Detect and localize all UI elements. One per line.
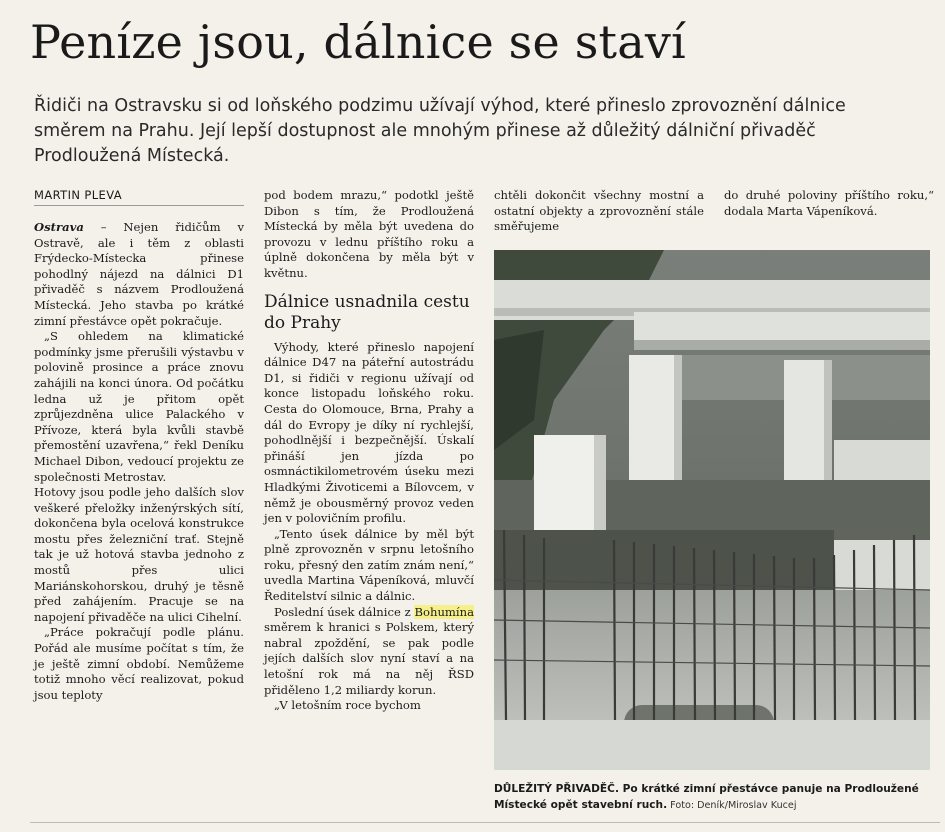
photo-credit: Foto: Deník/Miroslav Kucej [667, 800, 797, 811]
caption-text: Po krátké zimní přestávce panuje na Prodloužené Místecké opět stavební ruch. [494, 783, 919, 811]
paragraph-11: do druhé poloviny příštího roku,“ dodala Marta Vápeníková. [724, 188, 934, 218]
paragraph-4: „Práce pokračují podle plánu. Pořád ale musíme počítat s tím, že je ještě zimní období. Nemůžeme totiž mnoho věcí realizovat, pokud jsou teploty [34, 625, 244, 702]
paragraph-5: pod bodem mrazu,“ podotkl ještě Dibon s tím, že Prodloužená Místecká by měla být uvedena do provozu v lednu příštího roku a úplně dokončena by měla být v květnu. [264, 188, 474, 280]
paragraph-8-text-a: Poslední úsek dálnice z [274, 604, 415, 619]
dateline: Ostrava [34, 220, 84, 234]
headline: Peníze jsou, dálnice se staví [30, 15, 686, 69]
paragraph-2: „S ohledem na klimatické podmínky jsme přerušili výstavbu v polovině prosince a práce znovu zahájili na konci února. Od počátku ledna už je přitom opět zprůjezdněna ulice Palackého v Přívoze, která byla kvůli stavbě přemostění uzavřena,“ řekl Deníku Michael Dibon, vedoucí projektu ze společnosti Metrostav. [34, 329, 244, 484]
caption-title: DŮLEŽITÝ PŘIVADĚČ. [494, 783, 619, 795]
subheading: Dálnice usnadnila cestu do Prahy [264, 291, 470, 333]
highlighted-word: Bohumína [414, 604, 474, 619]
paragraph-8 [264, 605, 474, 699]
paragraph-6: Výhody, které přineslo napojení dálnice D47 na páteřní autostrádu D1, si řidiči v regionu užívají od konce listopadu loňského roku. Cesta do Olomouce, Brna, Prahy a dál do Evropy je díky ní rychlejší, pohodlnější i bezpečnější. Úskalí přináší jen jízda po osmnáctikilometrovém úseku mezi Hladkými Životicemi a Bílovcem, v němž je obousměrný provoz veden jen v polovičním profilu. [264, 339, 474, 526]
paragraph-8-text-b: směrem k hranici s Polskem, který nabral zpoždění, se pak podle jejích dalších slov nyní staví a na letošní rok má na něj ŘSD přiděleno 1,2 miliardy korun. [264, 620, 474, 697]
author-byline: MARTIN PLEVA [34, 188, 244, 206]
perex: Řidiči na Ostravsku si od loňského podzimu užívají výhod, které přineslo zprovoznění dálnice směrem na Prahu. Její lepší dostupnost ale mnohým přinese až důležitý dálniční přivaděč Prodloužená Místecká. [34, 96, 846, 166]
paragraph-7: „Tento úsek dálnice by měl být plně zprovozněn v srpnu letošního roku, přesný den zatím znám není,“ uvedla Martina Vápeníková, mluvčí Ředitelství silnic a dálnic. [264, 526, 474, 604]
paragraph-9: „V letošním roce bychom [274, 698, 421, 713]
article-column-1 [34, 220, 244, 703]
paragraph-10: chtěli dokončit všechny mostní a ostatní objekty a zprovoznění stále směřujeme [494, 188, 704, 234]
article-column-2 [264, 188, 474, 714]
paragraph-1 [34, 220, 244, 329]
article-column-4 [724, 188, 934, 219]
article-column-3 [494, 188, 704, 235]
paragraph-3: Hotovy jsou podle jeho dalších slov veškeré přeložky inženýrských sítí, dokončena byla ocelová konstrukce mostu přes železniční trať. Stejně tak je už hotová stavba jednoho z mostů přes ulici Mariánskohorskou, druhý je těsně před zahájením. Pracuje se na napojení přivaděče na ulici Cihelní. [34, 485, 244, 624]
bottom-divider [30, 822, 940, 823]
construction-photo [494, 250, 930, 770]
paragraph-1-text: – Nejen řidičům v Ostravě, ale i těm z oblasti Frýdecko-Místecka přinese pohodlný nájezd na dálnici D1 přivaděč s názvem Prodloužená Místecká. Jeho stavba po krátké zimní přestávce opět pokračuje. [34, 220, 244, 328]
photo-caption [494, 781, 934, 814]
